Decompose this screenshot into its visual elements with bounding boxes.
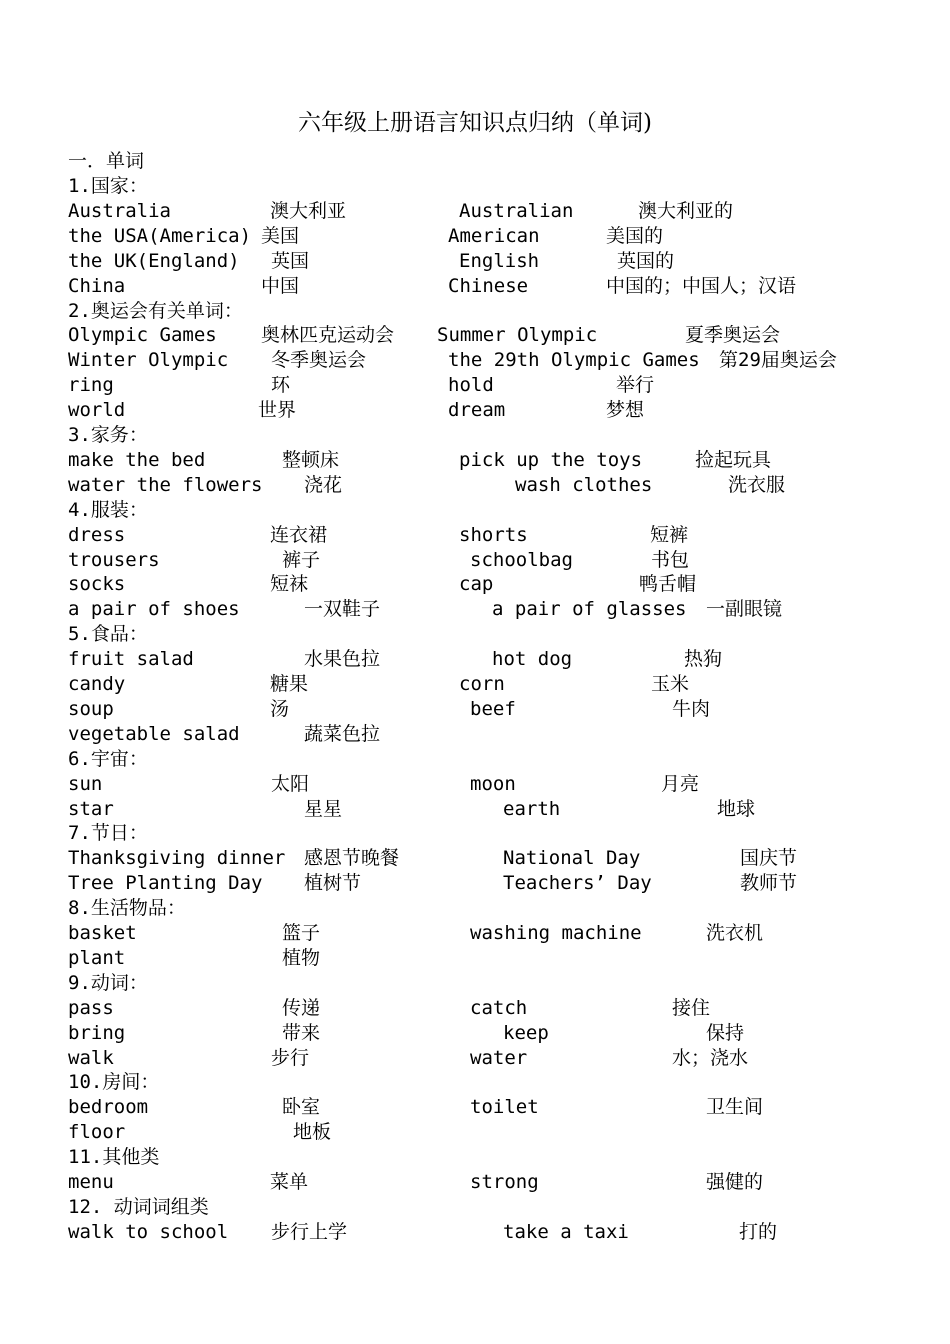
term-english-2: moon — [470, 773, 516, 795]
term-english: pass — [68, 997, 114, 1019]
term-english-2: Chinese — [448, 275, 529, 297]
term-chinese: 整顿床 — [282, 449, 340, 471]
term-chinese: 浇花 — [304, 474, 343, 496]
term-chinese-2: 打的 — [739, 1221, 778, 1243]
category-heading: 9.动词： — [68, 972, 148, 994]
term-english-2: beef — [470, 698, 516, 720]
term-chinese-2: 捡起玩具 — [695, 449, 772, 471]
term-chinese: 步行 — [271, 1047, 310, 1069]
term-english: ring — [68, 374, 114, 396]
term-chinese: 短袜 — [270, 573, 309, 595]
term-chinese-2: 洗衣服 — [728, 474, 786, 496]
term-chinese-2: 国庆节 — [740, 847, 798, 869]
term-chinese: 中国 — [261, 275, 300, 297]
term-english: Winter Olympic — [68, 349, 229, 371]
term-chinese: 美国 — [261, 225, 300, 247]
term-english-2: hold — [448, 374, 494, 396]
category-heading: 1.国家： — [68, 175, 148, 197]
term-english: Tree Planting Day — [68, 872, 263, 894]
term-english: the USA(America) — [68, 225, 252, 247]
term-chinese: 蔬菜色拉 — [304, 723, 381, 745]
term-chinese-2: 水；浇水 — [672, 1047, 749, 1069]
term-chinese: 世界 — [258, 399, 297, 421]
term-chinese: 地板 — [293, 1121, 332, 1143]
category-heading: 5.食品： — [68, 623, 148, 645]
term-english-2: corn — [459, 673, 505, 695]
term-chinese-2: 月亮 — [661, 773, 700, 795]
term-english-2: shorts — [459, 524, 528, 546]
term-english-2: schoolbag — [470, 549, 573, 571]
category-heading: 3.家务： — [68, 424, 148, 446]
term-chinese-2: 洗衣机 — [706, 922, 764, 944]
term-english-2: the 29th Olympic Games — [448, 349, 700, 371]
term-chinese: 英国 — [271, 250, 310, 272]
term-chinese: 植物 — [282, 947, 321, 969]
term-chinese: 植树节 — [304, 872, 362, 894]
term-english-2: Australian — [459, 200, 574, 222]
term-english-2: earth — [503, 798, 561, 820]
term-chinese-2: 美国的 — [606, 225, 664, 247]
term-english-2: dream — [448, 399, 506, 421]
term-english-2: a pair of glasses — [492, 598, 687, 620]
term-english: trousers — [68, 549, 160, 571]
term-chinese: 澳大利亚 — [270, 200, 347, 222]
term-chinese-2: 夏季奥运会 — [685, 324, 781, 346]
term-chinese: 卧室 — [282, 1096, 321, 1118]
term-english-2: keep — [503, 1022, 549, 1044]
term-english: water the flowers — [68, 474, 263, 496]
term-chinese: 连衣裙 — [270, 524, 328, 546]
term-chinese: 传递 — [282, 997, 321, 1019]
category-heading: 8.生活物品： — [68, 897, 186, 919]
term-chinese-2: 英国的 — [617, 250, 675, 272]
term-english: vegetable salad — [68, 723, 240, 745]
term-english: make the bed — [68, 449, 206, 471]
category-heading: 12. 动词词组类 — [68, 1196, 209, 1218]
term-chinese-2: 鸭舌帽 — [639, 573, 697, 595]
term-english-2: water — [470, 1047, 528, 1069]
term-english: a pair of shoes — [68, 598, 240, 620]
term-english-2: wash clothes — [515, 474, 653, 496]
term-english: bedroom — [68, 1096, 149, 1118]
term-english: star — [68, 798, 114, 820]
term-chinese-2: 举行 — [616, 374, 655, 396]
term-chinese-2: 第29届奥运会 — [719, 349, 837, 371]
term-english: Thanksgiving dinner — [68, 847, 286, 869]
term-english-2: Teachers’ Day — [503, 872, 652, 894]
term-chinese: 太阳 — [271, 773, 310, 795]
term-chinese: 汤 — [270, 698, 290, 720]
term-english: walk to school — [68, 1221, 229, 1243]
term-english-2: English — [459, 250, 540, 272]
term-english: Olympic Games — [68, 324, 217, 346]
term-chinese-2: 澳大利亚的 — [638, 200, 734, 222]
category-heading: 11.其他类 — [68, 1146, 160, 1168]
term-english-2: hot dog — [492, 648, 573, 670]
term-english: socks — [68, 573, 126, 595]
category-heading: 7.节日： — [68, 822, 148, 844]
document-title: 六年级上册语言知识点归纳（单词) — [298, 110, 652, 136]
term-english: sun — [68, 773, 103, 795]
term-english-2: toilet — [470, 1096, 539, 1118]
term-english: dress — [68, 524, 126, 546]
term-chinese-2: 玉米 — [651, 673, 690, 695]
term-chinese-2: 梦想 — [606, 399, 645, 421]
term-english: floor — [68, 1121, 126, 1143]
term-english: China — [68, 275, 126, 297]
category-heading: 10.房间： — [68, 1071, 160, 1093]
term-chinese-2: 卫生间 — [706, 1096, 764, 1118]
term-english-2: take a taxi — [503, 1221, 629, 1243]
term-chinese: 糖果 — [270, 673, 309, 695]
term-english-2: Summer Olympic — [437, 324, 598, 346]
category-heading: 4.服装： — [68, 499, 148, 521]
term-chinese: 水果色拉 — [304, 648, 381, 670]
term-chinese: 裤子 — [282, 549, 321, 571]
term-chinese-2: 教师节 — [740, 872, 798, 894]
term-english-2: strong — [470, 1171, 539, 1193]
term-chinese-2: 短裤 — [650, 524, 689, 546]
term-english-2: American — [448, 225, 540, 247]
term-chinese: 篮子 — [282, 922, 321, 944]
term-chinese: 步行上学 — [271, 1221, 348, 1243]
term-english: the UK(England) — [68, 250, 240, 272]
category-heading: 6.宇宙： — [68, 748, 148, 770]
term-chinese-2: 一副眼镜 — [706, 598, 783, 620]
term-english: bring — [68, 1022, 126, 1044]
term-chinese: 冬季奥运会 — [271, 349, 367, 371]
term-english-2: National Day — [503, 847, 641, 869]
term-chinese-2: 地球 — [717, 798, 756, 820]
term-english: world — [68, 399, 126, 421]
term-chinese-2: 接住 — [672, 997, 711, 1019]
term-chinese-2: 保持 — [706, 1022, 745, 1044]
term-english-2: cap — [459, 573, 494, 595]
term-english-2: washing machine — [470, 922, 642, 944]
term-chinese: 环 — [271, 374, 291, 396]
term-chinese: 一双鞋子 — [304, 598, 381, 620]
term-chinese: 带来 — [282, 1022, 321, 1044]
term-chinese: 菜单 — [270, 1171, 309, 1193]
term-chinese-2: 牛肉 — [672, 698, 711, 720]
category-heading: 2.奥运会有关单词： — [68, 300, 243, 322]
section-heading: 一．单词 — [68, 150, 145, 172]
term-chinese: 星星 — [304, 798, 343, 820]
term-english-2: catch — [470, 997, 528, 1019]
term-chinese: 奥林匹克运动会 — [261, 324, 395, 346]
term-chinese-2: 中国的；中国人；汉语 — [606, 275, 797, 297]
term-english: plant — [68, 947, 126, 969]
term-english: basket — [68, 922, 137, 944]
term-english: menu — [68, 1171, 114, 1193]
term-english-2: pick up the toys — [459, 449, 643, 471]
term-english: Australia — [68, 200, 171, 222]
term-chinese-2: 书包 — [651, 549, 690, 571]
term-english: soup — [68, 698, 114, 720]
term-chinese-2: 强健的 — [706, 1171, 764, 1193]
term-chinese: 感恩节晚餐 — [304, 847, 400, 869]
term-english: fruit salad — [68, 648, 194, 670]
term-english: candy — [68, 673, 126, 695]
term-english: walk — [68, 1047, 114, 1069]
term-chinese-2: 热狗 — [684, 648, 723, 670]
